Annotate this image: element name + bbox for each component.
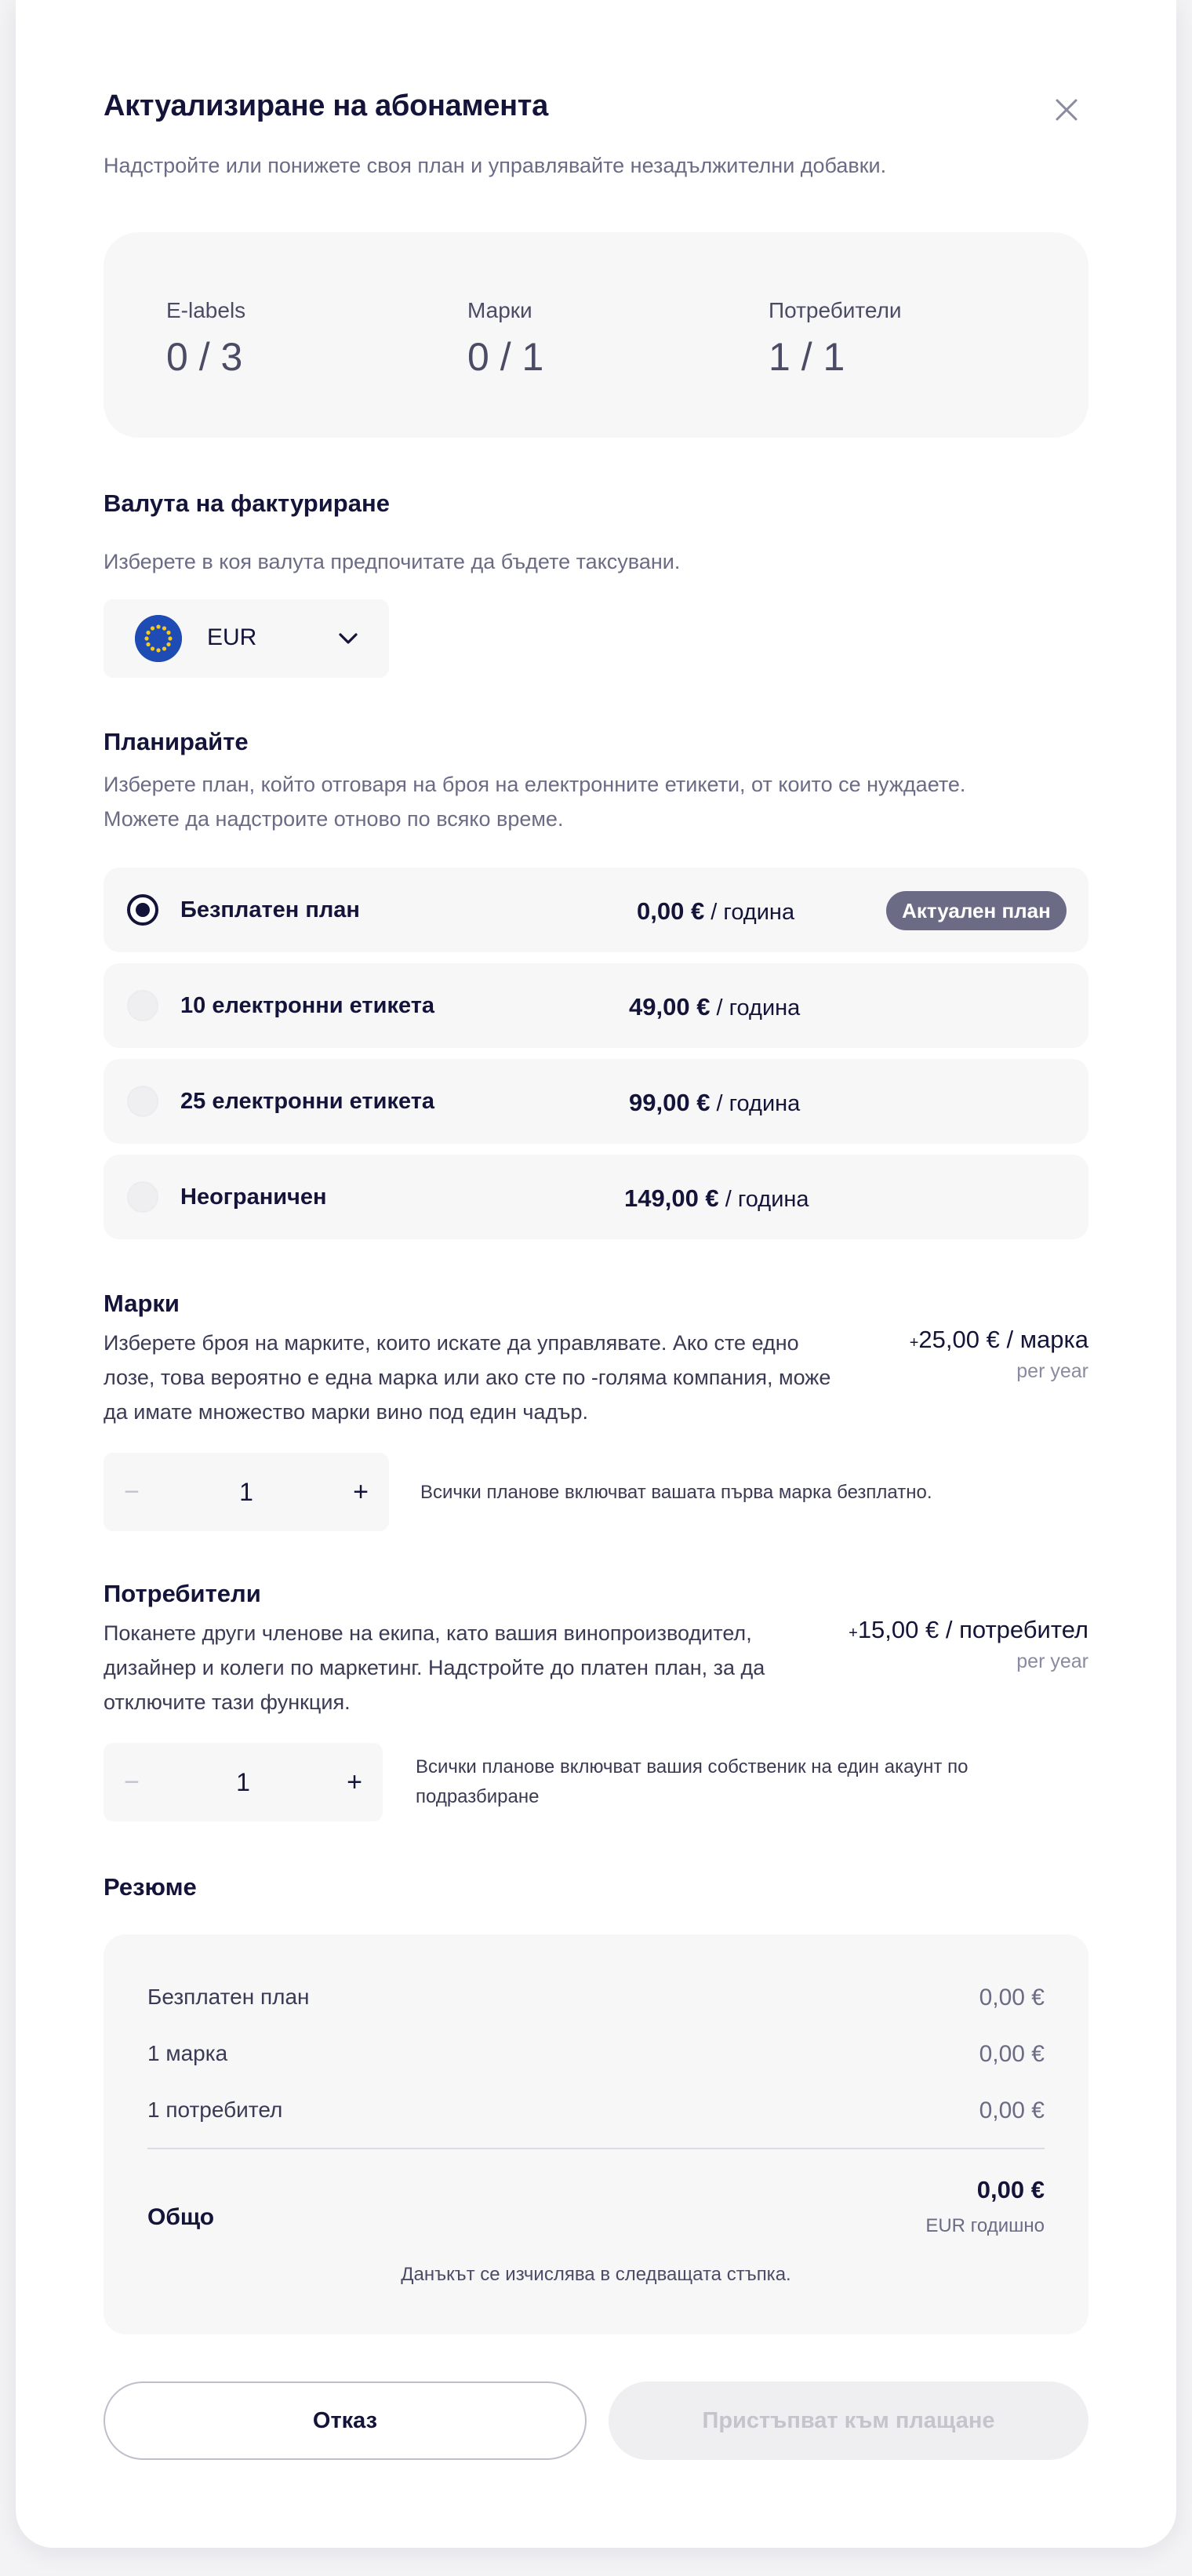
summary-heading: Резюме — [104, 1873, 197, 1901]
summary-divider — [147, 2148, 1045, 2149]
update-subscription-modal — [16, 0, 1176, 2548]
summary-row: 1 марка 0,00 € — [147, 2041, 1045, 2067]
increment-button[interactable]: + — [353, 1476, 369, 1507]
plan-name: Безплатен план — [180, 897, 360, 922]
modal-title: Актуализиране на абонамента — [104, 89, 548, 122]
users-quantity[interactable]: 1 — [236, 1768, 250, 1796]
usage-brands — [467, 298, 543, 380]
plan-option-free[interactable] — [104, 868, 1088, 952]
summary-row: Безплатен план 0,00 € — [147, 1985, 1045, 2010]
close-button[interactable] — [1048, 91, 1085, 129]
users-heading: Потребители — [104, 1580, 261, 1607]
total-value: 0,00 € EUR годишно — [925, 2176, 1045, 2236]
plan-name: 10 електронни етикета — [180, 993, 435, 1018]
plan-option-25-elabels[interactable] — [104, 1059, 1088, 1144]
plans-heading: Планирайте — [104, 728, 249, 755]
plan-name: Неограничен — [180, 1184, 327, 1210]
plan-price: 149,00 € / година — [624, 1184, 809, 1212]
brands-description: Изберете броя на марките, които искате да управлявате. Ако сте едно лозе, това вероятно е една марка или ако сте по -голяма компания, може да имате множество марки вино под един чадър. — [104, 1331, 831, 1424]
currency-select[interactable] — [104, 599, 389, 678]
modal-subtitle: Надстройте или понижете своя план и управлявайте незадължителни добавки. — [104, 154, 887, 177]
users-price: +15,00 € / потребител per year — [849, 1616, 1088, 1672]
increment-button[interactable]: + — [347, 1766, 362, 1797]
tax-note: Данъкът се изчислява в следващата стъпка. — [401, 2264, 791, 2285]
brands-quantity[interactable]: 1 — [239, 1478, 253, 1506]
brands-heading: Марки — [104, 1290, 180, 1317]
currency-value: EUR — [207, 624, 257, 650]
brands-note: Всички планове включват вашата първа марка безплатно. — [420, 1482, 932, 1503]
usage-value: 0 / 1 — [467, 335, 544, 379]
plan-radio[interactable] — [127, 1181, 158, 1213]
usage-elabels — [166, 298, 245, 380]
brands-quantity-stepper[interactable] — [104, 1453, 389, 1531]
brands-price: +25,00 € / марка per year — [909, 1326, 1088, 1382]
chevron-down-icon — [336, 626, 361, 651]
usage-summary — [104, 232, 1088, 438]
usage-value: 1 / 1 — [769, 335, 845, 379]
currency-heading: Валута на фактуриране — [104, 489, 390, 517]
currency-description: Изберете в коя валута предпочитате да бъдете таксувани. — [104, 550, 681, 573]
summary-panel — [104, 1934, 1088, 2334]
plan-name: 25 електронни етикета — [180, 1089, 435, 1114]
current-plan-badge: Актуален план — [886, 891, 1067, 930]
total-label: Общо — [147, 2204, 215, 2230]
close-icon — [1055, 98, 1078, 122]
plan-price: 0,00 € / година — [637, 897, 795, 925]
usage-label: Марки — [467, 298, 532, 322]
plan-price: 49,00 € / година — [629, 993, 801, 1021]
users-description: Поканете други членове на екипа, като вашия винопроизводител, дизайнер и колеги по маркетинг. Надстройте до платен план, за да отключите тази функция. — [104, 1621, 765, 1714]
eu-flag-icon — [135, 615, 182, 662]
decrement-button[interactable]: − — [124, 1476, 140, 1507]
plan-option-10-elabels[interactable] — [104, 963, 1088, 1048]
plan-radio[interactable] — [127, 990, 158, 1021]
users-note: Всички планове включват вашия собственик на един акаунт по подразбиране — [416, 1756, 968, 1807]
plans-description: Изберете план, който отговаря на броя на електронните етикети, от които се нуждаете. Можете да надстроите отново по всяко време. — [104, 773, 966, 831]
usage-users — [769, 298, 902, 380]
usage-label: Потребители — [769, 298, 902, 322]
plan-price: 99,00 € / година — [629, 1089, 801, 1116]
plan-option-unlimited[interactable] — [104, 1155, 1088, 1239]
users-quantity-stepper[interactable] — [104, 1743, 383, 1821]
usage-label: E-labels — [166, 298, 246, 322]
decrement-button[interactable]: − — [124, 1766, 140, 1797]
proceed-to-payment-button[interactable]: Пристъпват към плащане — [609, 2381, 1088, 2460]
cancel-button[interactable]: Отказ — [104, 2381, 587, 2460]
brands-section — [104, 1290, 1088, 1446]
plan-radio[interactable] — [127, 1086, 158, 1117]
plan-radio-selected[interactable] — [127, 894, 158, 926]
users-section — [104, 1580, 1088, 1737]
summary-row: 1 потребител 0,00 € — [147, 2098, 1045, 2123]
usage-value: 0 / 3 — [166, 335, 243, 379]
